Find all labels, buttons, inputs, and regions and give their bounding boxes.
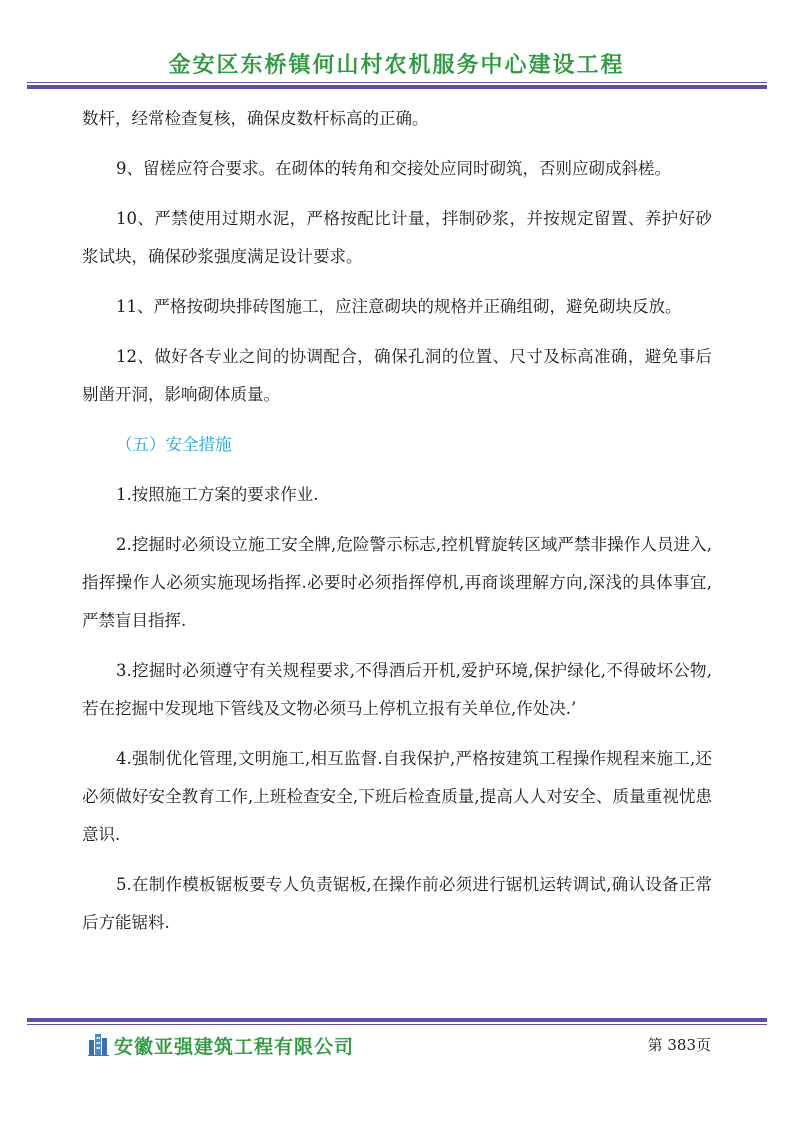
safety-item-1: 1.按照施工方案的要求作业. [116, 485, 319, 504]
paragraph-continuation: 数杆，经常检查复核，确保皮数杆标高的正确。 [82, 109, 429, 128]
safety-item-2: 2.挖掘时必须设立施工安全牌,危险警示标志,控机臂旋转区域严禁非操作人员进入,指挥操作人必须实施现场指挥.必要时必须指挥停机,再商谈理解方向,深浅的具体事宜,严禁盲目指挥. [82, 535, 712, 630]
header-rule-thin [27, 82, 767, 83]
footer-rule-thick [27, 1018, 767, 1022]
building-logo-icon [88, 1032, 110, 1056]
document-body [82, 100, 712, 954]
paragraph-item-11: 11、严格按砌块排砖图施工，应注意砌块的规格并正确组砌，避免砌块反放。 [116, 297, 682, 316]
safety-item-4: 4.强制优化管理,文明施工,相互监督.自我保护,严格按建筑工程操作规程来施工,还必须做好安全教育工作,上班检查安全,下班后检查质量,提高人人对安全、质量重视忧患意识. [82, 749, 712, 844]
paragraph-item-12: 12、做好各专业之间的协调配合，确保孔洞的位置、尺寸及标高准确，避免事后剔凿开洞，影响砌体质量。 [82, 347, 712, 404]
safety-item-3: 3.挖掘时必须遵守有关规程要求,不得酒后开机,爱护环境,保护绿化,不得破坏公物,若在挖掘中发现地下管线及文物必须马上停机立报有关单位,作处决.’ [82, 661, 712, 718]
document-footer [0, 1030, 793, 1060]
page-number: 第 383页 [647, 1036, 711, 1054]
section-heading-safety: （五）安全措施 [116, 435, 232, 454]
document-header-title: 金安区东桥镇何山村农机服务中心建设工程 [168, 53, 625, 78]
footer-rule-thin [27, 1024, 767, 1025]
header-rule-thick [27, 85, 767, 89]
company-name: 安徽亚强建筑工程有限公司 [114, 1036, 355, 1058]
paragraph-item-10: 10、严禁使用过期水泥，严格按配比计量，拌制砂浆，并按规定留置、养护好砂浆试块，确保砂浆强度满足设计要求。 [82, 209, 712, 266]
paragraph-item-9: 9、留槎应符合要求。在砌体的转角和交接处应同时砌筑，否则应砌成斜槎。 [116, 159, 671, 178]
safety-item-5: 5.在制作模板锯板要专人负责锯板,在操作前必须进行锯机运转调试,确认设备正常后方能锯料. [82, 875, 712, 932]
